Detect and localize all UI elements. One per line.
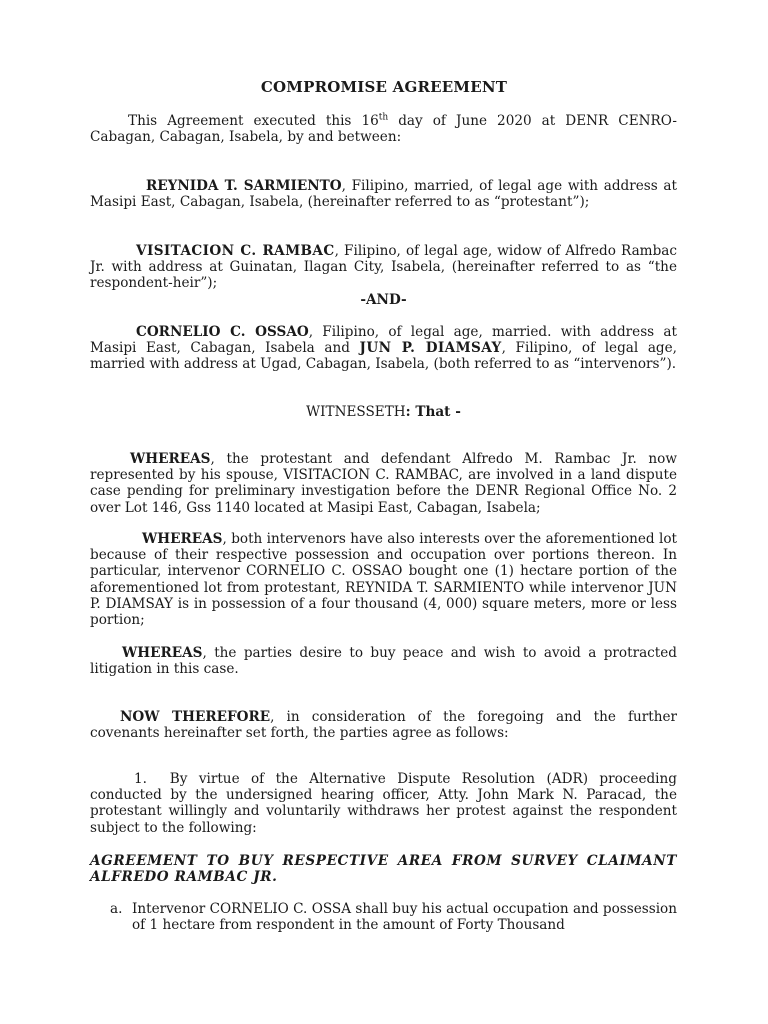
- item-a-text: Intervenor CORNELIO C. OSSA shall buy his actual occupation and possession of 1 hectare from respondent in the amount of Forty Thousand: [132, 901, 677, 934]
- item1-text: By virtue of the Alternative Dispute Resolution (ADR) proceeding conducted by the undersigned hearing officer, Atty. John Mark N. Paracad, the protestant willingly and voluntarily withdraws her protest against the respondent subject to the following:: [90, 771, 677, 836]
- document-title: COMPROMISE AGREEMENT: [260, 78, 508, 96]
- and-separator: [90, 292, 677, 308]
- item1-number: 1.: [134, 771, 147, 787]
- now-therefore-paragraph: [90, 709, 677, 741]
- whereas-paragraph-2: [90, 531, 677, 628]
- whereas2-label: WHEREAS: [142, 531, 223, 547]
- intervenor2-description: , Filipino, of legal age, married with address at Ugad, Cabagan, Isabela, (both referred to as “intervenors”).: [90, 340, 677, 373]
- respondent-description: , Filipino, of legal age, widow of Alfredo Rambac Jr. with address at Guinatan, Ilagan City, Isabela, (hereinafter referred to as “the respondent-heir”);: [90, 243, 677, 292]
- whereas1-label: WHEREAS: [130, 451, 211, 467]
- party-intervenors-paragraph: [90, 324, 677, 373]
- and-label: -AND-: [360, 292, 407, 308]
- party-protestant-paragraph: [90, 178, 677, 210]
- whereas2-text: , both intervenors have also interests over the aforementioned lot because of their respective possession and occupation over portions thereon. In particular, intervenor CORNELIO C. OSSAO bought one (1) hectare portion of the aforementioned lot from protestant, REYNIDA T. SARMIENTO while intervenor JUN P. DIAMSAY is in possession of a four thousand (4, 000) square meters, more or less portion;: [90, 531, 677, 629]
- party-respondent-paragraph: [90, 243, 677, 292]
- intervenor2-name: JUN P. DIAMSAY: [359, 340, 502, 357]
- whereas-paragraph-3: [90, 645, 677, 677]
- protestant-name: REYNIDA T. SARMIENTO: [146, 178, 342, 194]
- whereas3-label: WHEREAS: [122, 645, 203, 661]
- intro-paragraph: [90, 113, 677, 145]
- witnesseth-line: [90, 404, 677, 420]
- whereas1-text: , the protestant and defendant Alfredo M. Rambac Jr. now represented by his spouse, VISITACION C. RAMBAC, are involved in a land dispute case pending for preliminary investigation before the DENR Regional Office No. 2 over Lot 146, Gss 1140 located at Masipi East, Cabagan, Isabela;: [90, 451, 677, 516]
- section-heading: AGREEMENT TO BUY RESPECTIVE AREA FROM SURVEY CLAIMANT ALFREDO RAMBAC JR.: [90, 853, 677, 886]
- now-therefore-label: NOW THEREFORE: [120, 709, 271, 725]
- witnesseth-label: WITNESSETH: [306, 404, 406, 420]
- item-a-marker: a.: [110, 901, 123, 917]
- respondent-name: VISITACION C. RAMBAC: [136, 243, 335, 259]
- whereas-paragraph-1: [90, 451, 677, 516]
- whereas3-text: , the parties desire to buy peace and wish to avoid a protracted litigation in this case.: [90, 645, 677, 678]
- now-therefore-text: , in consideration of the foregoing and the further covenants hereinafter set forth, the parties agree as follows:: [90, 709, 677, 742]
- intro-ordinal-suffix: th: [378, 112, 389, 123]
- intro-text-start: This Agreement executed this 16: [128, 113, 379, 129]
- witnesseth-suffix: : That -: [405, 404, 461, 420]
- agreement-item-a: [110, 901, 677, 933]
- intervenor1-name: CORNELIO C. OSSAO: [136, 324, 309, 340]
- intro-text-end: day of June 2020 at DENR CENRO-Cabagan, Cabagan, Isabela, by and between:: [90, 113, 677, 146]
- intervenor1-description: , Filipino, of legal age, married. with address at Masipi East, Cabagan, Isabela and: [90, 324, 677, 357]
- protestant-description: , Filipino, married, of legal age with address at Masipi East, Cabagan, Isabela, (hereinafter referred to as “protestant”);: [90, 178, 677, 211]
- agreement-item-1: [90, 771, 677, 836]
